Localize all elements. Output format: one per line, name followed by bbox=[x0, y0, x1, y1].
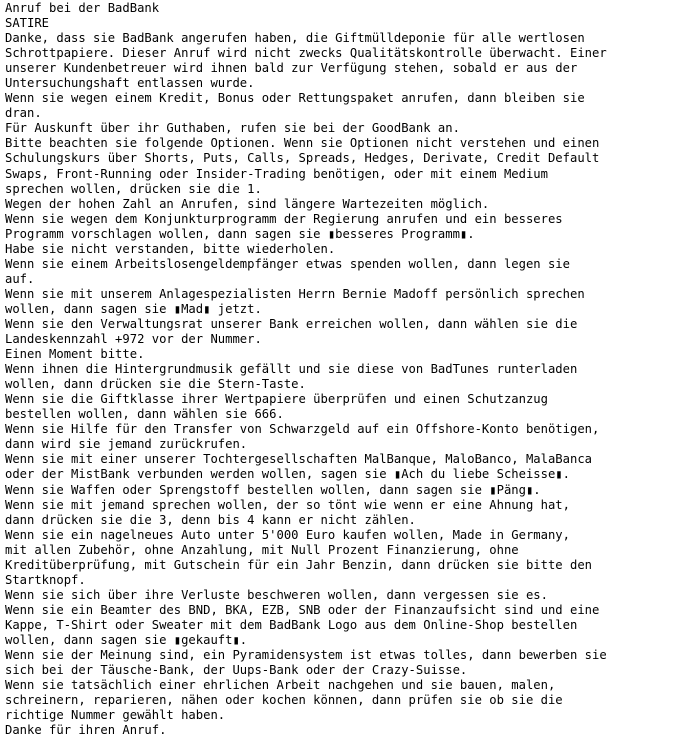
text-line: wollen, dann sagen sie ▮Mad▮ jetzt. bbox=[5, 301, 262, 316]
text-line: Für Auskunft über ihr Guthaben, rufen sie bei der GoodBank an. bbox=[5, 121, 460, 136]
document-lines bbox=[5, 31, 673, 738]
text-line: dann wird sie jemand zurückrufen. bbox=[5, 437, 248, 452]
text-line: Schulungskurs über Shorts, Puts, Calls, Spreads, Hedges, Derivate, Credit Default bbox=[5, 151, 600, 166]
text-line: Wenn sie wegen einem Kredit, Bonus oder Rettungspaket anrufen, dann bleiben sie bbox=[5, 91, 585, 106]
text-line: sprechen wollen, drücken sie die 1. bbox=[5, 181, 262, 196]
text-line: Programm vorschlagen wollen, dann sagen sie ▮besseres Programm▮. bbox=[5, 226, 475, 241]
text-line: Wenn sie ein Beamter des BND, BKA, EZB, SNB oder der Finanzaufsicht sind und eine bbox=[5, 602, 600, 617]
text-line: Wenn sie Hilfe für den Transfer von Schwarzgeld auf ein Offshore-Konto benötigen, bbox=[5, 422, 600, 437]
text-line: Einen Moment bitte. bbox=[5, 347, 145, 362]
text-line: unserer Kundenbetreuer wird ihnen bald zur Verfügung stehen, sobald er aus der bbox=[5, 61, 578, 76]
text-line: wollen, dann drücken sie die Stern-Taste. bbox=[5, 377, 306, 392]
text-line: Startknopf. bbox=[5, 572, 86, 587]
text-line: Kreditüberprüfung, mit Gutschein für ein Jahr Benzin, dann drücken sie bitte den bbox=[5, 557, 592, 572]
text-line: bestellen wollen, dann wählen sie 666. bbox=[5, 407, 284, 422]
text-line: Kappe, T-Shirt oder Sweater mit dem BadBank Logo aus dem Online-Shop bestellen bbox=[5, 617, 578, 632]
text-line: oder der MistBank verbunden werden wollen, sagen sie ▮Ach du liebe Scheisse▮. bbox=[5, 467, 570, 482]
text-line: Bitte beachten sie folgende Optionen. Wenn sie Optionen nicht verstehen und einen bbox=[5, 136, 600, 151]
text-line: dann drücken sie die 3, denn bis 4 kann er nicht zählen. bbox=[5, 512, 416, 527]
text-line: Wenn sie einem Arbeitslosengeldempfänger etwas spenden wollen, dann legen sie bbox=[5, 256, 570, 271]
text-line: Wenn sie sich über ihre Verluste beschweren wollen, dann vergessen sie es. bbox=[5, 587, 548, 602]
text-line: Landeskennzahl +972 vor der Nummer. bbox=[5, 332, 262, 347]
text-line: Danke für ihren Anruf. bbox=[5, 723, 167, 738]
text-line: Wenn sie wegen dem Konjunkturprogramm der Regierung anrufen und ein besseres bbox=[5, 211, 563, 226]
text-line: wollen, dann sagen sie ▮gekauft▮. bbox=[5, 632, 248, 647]
text-line: auf. bbox=[5, 271, 35, 286]
text-line: dran. bbox=[5, 106, 42, 121]
text-line: sich bei der Täusche-Bank, der Uups-Bank oder der Crazy-Suisse. bbox=[5, 663, 468, 678]
text-line: Wenn sie ein nagelneues Auto unter 5'000 Euro kaufen wollen, Made in Germany, bbox=[5, 527, 570, 542]
text-line: Wenn sie tatsächlich einer ehrlichen Arbeit nachgehen und sie bauen, malen, bbox=[5, 678, 556, 693]
text-line: Habe sie nicht verstanden, bitte wiederholen. bbox=[5, 241, 336, 256]
text-line: Wenn ihnen die Hintergrundmusik gefällt und sie diese von BadTunes runterladen bbox=[5, 362, 578, 377]
text-line: Untersuchungshaft entlassen wurde. bbox=[5, 76, 255, 91]
document-title: Anruf bei der BadBank bbox=[5, 1, 160, 15]
text-line: Wenn sie mit einer unserer Tochtergesellschaften MalBanque, MaloBanco, MalaBanca bbox=[5, 452, 592, 467]
text-line: Schrottpapiere. Dieser Anruf wird nicht zwecks Qualitätskontrolle überwacht. Einer bbox=[5, 46, 607, 61]
text-line: Wenn sie die Giftklasse ihrer Wertpapiere überprüfen und einen Schutzanzug bbox=[5, 392, 548, 407]
document-subtitle: SATIRE bbox=[5, 16, 50, 31]
text-line: Wenn sie der Meinung sind, ein Pyramidensystem ist etwas tolles, dann bewerben sie bbox=[5, 648, 607, 663]
text-line: Wenn sie mit unserem Anlagespezialisten Herrn Bernie Madoff persönlich sprechen bbox=[5, 286, 585, 301]
text-line: Wegen der hohen Zahl an Anrufen, sind längere Wartezeiten möglich. bbox=[5, 196, 490, 211]
text-line: Swaps, Front-Running oder Insider-Trading benötigen, oder mit einem Medium bbox=[5, 166, 548, 181]
text-line: Wenn sie Waffen oder Sprengstoff bestellen wollen, dann sagen sie ▮Päng▮. bbox=[5, 482, 541, 497]
text-line: richtige Nummer gewählt haben. bbox=[5, 708, 226, 723]
text-line: Wenn sie mit jemand sprechen wollen, der so tönt wie wenn er eine Ahnung hat, bbox=[5, 497, 570, 512]
text-line: Danke, dass sie BadBank angerufen haben, die Giftmülldeponie für alle wertlosen bbox=[5, 31, 585, 46]
text-line: mit allen Zubehör, ohne Anzahlung, mit Null Prozent Finanzierung, ohne bbox=[5, 542, 519, 557]
text-line: Wenn sie den Verwaltungsrat unserer Bank erreichen wollen, dann wählen sie die bbox=[5, 316, 578, 331]
text-line: schreinern, reparieren, nähen oder kochen können, dann prüfen sie ob sie die bbox=[5, 693, 563, 708]
